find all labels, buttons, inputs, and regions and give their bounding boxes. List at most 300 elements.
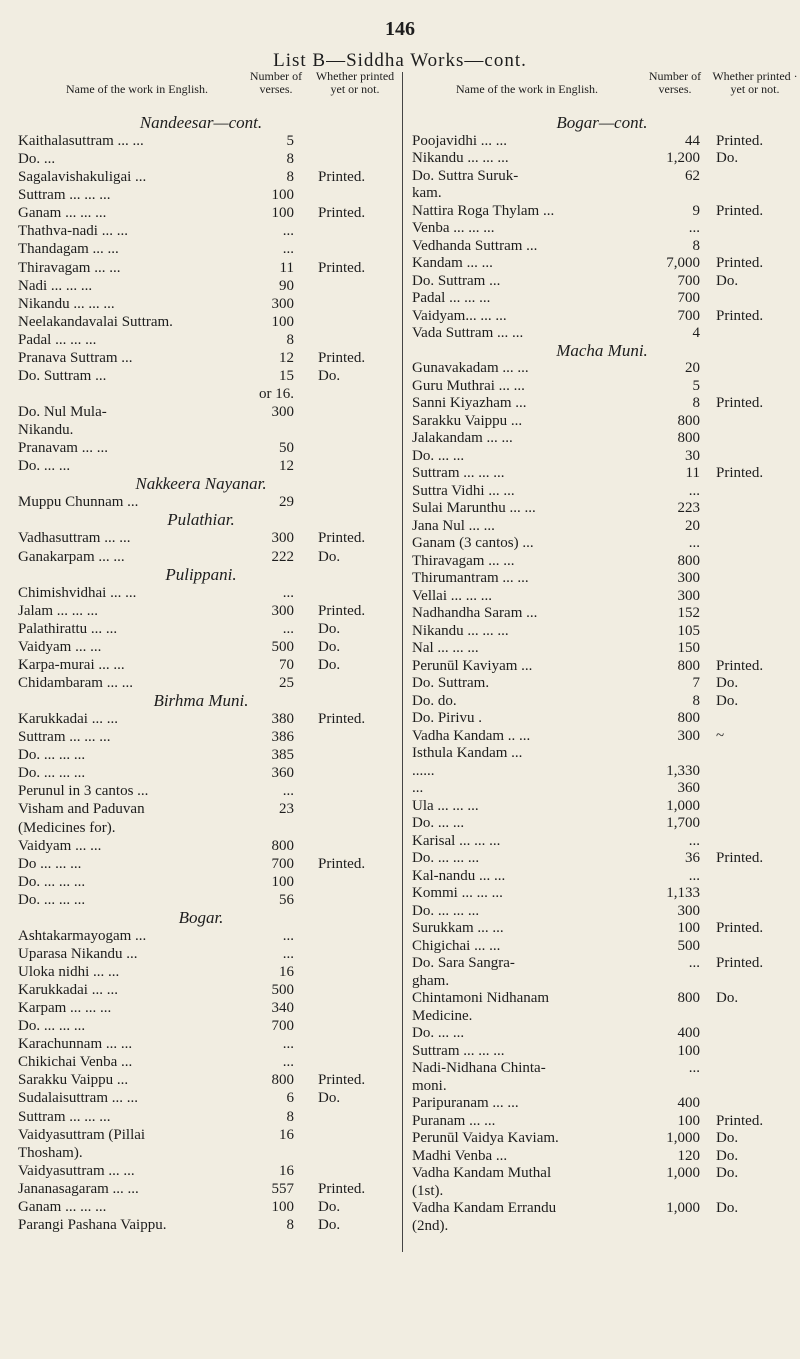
table-row bbox=[0, 403, 402, 421]
work-name: Medicine. bbox=[412, 1007, 473, 1024]
table-row bbox=[404, 1112, 800, 1130]
printed-status: Printed. bbox=[318, 259, 366, 276]
work-name: Do. Suttram. bbox=[412, 675, 490, 691]
table-row bbox=[0, 457, 402, 475]
verse-count: 120 bbox=[677, 1147, 700, 1164]
work-name: Puranam ... ... bbox=[412, 1112, 496, 1129]
work-name: kam. bbox=[412, 185, 442, 201]
work-name: Vadha Kandam Muthal bbox=[412, 1165, 552, 1181]
work-name: ...... bbox=[412, 762, 435, 779]
printed-status: Printed. bbox=[716, 307, 764, 324]
table-row bbox=[404, 447, 800, 465]
verse-count: or 16. bbox=[259, 385, 294, 402]
printed-status: Printed. bbox=[716, 395, 764, 411]
verse-count: 360 bbox=[677, 780, 700, 796]
work-name: Suttram ... ... ... bbox=[412, 1042, 505, 1059]
verse-count: 1,330 bbox=[666, 762, 700, 779]
work-name: Nadhandha Saram ... bbox=[412, 605, 538, 621]
table-row bbox=[0, 620, 402, 638]
table-row bbox=[0, 746, 402, 764]
verse-count: ... bbox=[282, 1054, 294, 1071]
work-name: Paripuranam ... ... bbox=[412, 1095, 519, 1111]
verse-count: 20 bbox=[685, 360, 700, 376]
verse-count: 7,000 bbox=[666, 255, 700, 271]
work-name: Pranava Suttram ... bbox=[18, 349, 133, 366]
work-name: Karukkadai ... ... bbox=[18, 982, 118, 999]
work-name: gham. bbox=[412, 972, 450, 989]
printed-status: Do. bbox=[318, 548, 341, 565]
work-name: Suttram ... ... ... bbox=[18, 1108, 111, 1125]
work-name: Venba ... ... ... bbox=[412, 220, 495, 236]
work-name: Do. Nul Mula- bbox=[18, 404, 107, 421]
verse-count: 300 bbox=[677, 902, 700, 919]
work-name: Thosham). bbox=[18, 1144, 83, 1161]
verse-count: 62 bbox=[685, 167, 700, 184]
verse-count: 800 bbox=[677, 657, 700, 674]
work-name: Perunul in 3 cantos ... bbox=[18, 783, 149, 800]
table-row bbox=[0, 638, 402, 656]
section-heading-text: Bogar—cont. bbox=[556, 113, 648, 132]
work-name: Jana Nul ... ... bbox=[412, 517, 495, 534]
work-name: Ashtakarmayogam ... bbox=[18, 927, 147, 944]
verse-count: 16 bbox=[279, 1162, 294, 1179]
table-row bbox=[0, 674, 402, 692]
table-row bbox=[404, 359, 800, 377]
work-name: Do. ... ... ... bbox=[18, 765, 86, 782]
table-row bbox=[404, 184, 800, 202]
work-name: Nikandu. bbox=[18, 422, 74, 439]
table-row bbox=[0, 186, 402, 204]
work-name: Do. ... ... ... bbox=[18, 891, 86, 908]
verse-count: ... bbox=[688, 832, 700, 849]
table-row bbox=[0, 1216, 402, 1234]
table-row bbox=[404, 254, 800, 272]
verse-count: 300 bbox=[677, 727, 700, 744]
section-heading bbox=[0, 114, 402, 132]
work-name: Vadhasuttram ... ... bbox=[18, 530, 131, 547]
work-name: Thandagam ... ... bbox=[18, 241, 119, 258]
printed-status: Printed. bbox=[318, 711, 366, 728]
verse-count: 500 bbox=[271, 638, 294, 655]
work-name: Vaidyasuttram ... ... bbox=[18, 1162, 135, 1179]
table-row bbox=[0, 385, 402, 403]
table-row bbox=[404, 517, 800, 535]
table-row bbox=[0, 439, 402, 457]
work-name: Kandam ... ... bbox=[412, 255, 493, 271]
verse-count: 7 bbox=[692, 675, 700, 691]
work-name: Suttram ... ... ... bbox=[412, 465, 505, 481]
work-name: Jalakandam ... ... bbox=[412, 430, 513, 446]
verse-count: 300 bbox=[677, 570, 700, 586]
verse-count: 222 bbox=[271, 548, 294, 565]
work-name: Uparasa Nikandu ... bbox=[18, 945, 138, 962]
work-name: Kommi ... ... ... bbox=[412, 885, 503, 901]
table-row bbox=[404, 324, 800, 342]
work-name: Do. Suttram ... bbox=[18, 367, 107, 384]
table-row bbox=[0, 1035, 402, 1053]
table-row bbox=[0, 493, 402, 511]
printed-status: Printed. bbox=[716, 657, 764, 674]
work-name: Chidambaram ... ... bbox=[18, 675, 133, 691]
verse-count: 300 bbox=[271, 404, 294, 421]
table-row bbox=[404, 552, 800, 570]
work-name: (1st). bbox=[412, 1182, 444, 1199]
table-row bbox=[404, 167, 800, 185]
right-header-number: Number of verses. bbox=[648, 69, 702, 96]
work-name: Do. Sara Sangra- bbox=[412, 955, 515, 971]
table-row bbox=[0, 873, 402, 891]
verse-count: 400 bbox=[677, 1095, 700, 1111]
section-heading-text: Nandeesar—cont. bbox=[139, 113, 263, 132]
work-name: Do. ... ... ... bbox=[18, 1018, 86, 1035]
table-row bbox=[0, 168, 402, 186]
table-row bbox=[0, 150, 402, 168]
table-row bbox=[0, 837, 402, 855]
work-name: Do. Suttram ... bbox=[412, 272, 501, 289]
printed-status: Do. bbox=[716, 675, 739, 691]
table-row bbox=[404, 1059, 800, 1077]
left-header-number: Number of verses. bbox=[249, 69, 303, 96]
verse-count: 800 bbox=[677, 710, 700, 726]
work-name: (Medicines for). bbox=[18, 819, 116, 836]
verse-count: 386 bbox=[271, 729, 294, 746]
section-heading bbox=[0, 909, 402, 927]
table-row bbox=[404, 919, 800, 937]
work-name: Thiravagam ... ... bbox=[18, 259, 121, 276]
verse-count: 11 bbox=[279, 259, 294, 276]
printed-status: Printed. bbox=[716, 255, 764, 271]
table-row bbox=[0, 999, 402, 1017]
work-name: Do. ... ... bbox=[412, 815, 465, 831]
left-header-name: Name of the work in English. bbox=[66, 82, 208, 96]
table-row bbox=[0, 927, 402, 945]
printed-status: Printed. bbox=[716, 132, 764, 149]
table-row bbox=[0, 222, 402, 240]
verse-count: 100 bbox=[271, 873, 294, 890]
work-name: Kal-nandu ... ... bbox=[412, 867, 506, 884]
work-name: Surukkam ... ... bbox=[412, 920, 504, 936]
printed-status: Printed. bbox=[716, 955, 764, 971]
work-name: Do. Suttra Suruk- bbox=[412, 167, 519, 184]
work-name: Vellai ... ... ... bbox=[412, 587, 492, 604]
verse-count: 8 bbox=[692, 395, 700, 411]
table-row bbox=[404, 674, 800, 692]
verse-count: 152 bbox=[677, 605, 700, 621]
table-row bbox=[404, 972, 800, 990]
verse-count: 36 bbox=[685, 850, 700, 866]
work-name: Jananasagaram ... ... bbox=[18, 1180, 139, 1197]
table-row bbox=[0, 782, 402, 800]
table-row bbox=[404, 797, 800, 815]
table-row bbox=[0, 204, 402, 222]
section-heading bbox=[404, 342, 800, 360]
verse-count: ... bbox=[688, 220, 700, 236]
work-name: Jalam ... ... ... bbox=[18, 602, 98, 619]
column-divider bbox=[402, 72, 403, 1252]
section-heading bbox=[0, 566, 402, 584]
work-name: Suttram ... ... ... bbox=[18, 187, 111, 204]
verse-count: 800 bbox=[271, 837, 294, 854]
work-name: Do. ... ... ... bbox=[18, 747, 86, 764]
work-name: Karpa-murai ... ... bbox=[18, 656, 125, 673]
printed-status: Do. bbox=[716, 990, 739, 1006]
table-row bbox=[0, 963, 402, 981]
table-row bbox=[404, 622, 800, 640]
work-name: Gunavakadam ... ... bbox=[412, 360, 529, 376]
printed-status: Do. bbox=[716, 1200, 739, 1216]
right-header-whether: Whether printed · yet or not. bbox=[712, 69, 798, 96]
verse-count: 1,700 bbox=[666, 815, 700, 831]
work-name: Ula ... ... ... bbox=[412, 797, 479, 814]
work-name: Madhi Venba ... bbox=[412, 1147, 508, 1164]
table-row bbox=[0, 313, 402, 331]
table-row bbox=[404, 377, 800, 395]
right-header-name: Name of the work in English. bbox=[456, 82, 598, 96]
work-name: Thathva-nadi ... ... bbox=[18, 223, 128, 240]
table-row bbox=[0, 602, 402, 620]
verse-count: 100 bbox=[677, 1042, 700, 1059]
work-name: Kaithalasuttram ... ... bbox=[18, 133, 144, 150]
verse-count: 8 bbox=[286, 169, 294, 186]
work-name: Chimishvidhai ... ... bbox=[18, 584, 137, 601]
verse-count: 557 bbox=[271, 1180, 294, 1197]
verse-count: 5 bbox=[692, 377, 700, 394]
verse-count: 56 bbox=[279, 891, 294, 908]
verse-count: ... bbox=[282, 927, 294, 944]
verse-count: 12 bbox=[279, 458, 294, 475]
printed-status: Printed. bbox=[318, 1072, 366, 1089]
printed-status: ~ bbox=[716, 727, 725, 744]
work-name: Vaidyam ... ... bbox=[18, 638, 102, 655]
verse-count: ... bbox=[282, 620, 294, 637]
work-name: Vedhanda Suttram ... bbox=[412, 237, 538, 254]
work-name: Do. do. bbox=[412, 692, 457, 709]
verse-count: 70 bbox=[279, 656, 294, 673]
verse-count: 380 bbox=[271, 711, 294, 728]
table-row bbox=[404, 989, 800, 1007]
section-heading-text: Macha Muni. bbox=[556, 340, 648, 360]
work-name: Do. ... ... bbox=[412, 1025, 465, 1041]
table-row bbox=[404, 1094, 800, 1112]
table-row bbox=[0, 367, 402, 385]
verse-count: 340 bbox=[271, 1000, 294, 1017]
section-heading bbox=[0, 692, 402, 710]
table-row bbox=[404, 604, 800, 622]
verse-count: 300 bbox=[271, 602, 294, 619]
table-row bbox=[0, 764, 402, 782]
printed-status: Do. bbox=[318, 638, 341, 655]
work-name: Chikichai Venba ... bbox=[18, 1054, 133, 1071]
verse-count: 700 bbox=[271, 855, 294, 872]
table-row bbox=[0, 240, 402, 258]
table-row bbox=[0, 710, 402, 728]
verse-count: 700 bbox=[271, 1018, 294, 1035]
table-row bbox=[0, 1071, 402, 1089]
work-name: Perunūl Kaviyam ... bbox=[412, 657, 533, 674]
table-row bbox=[404, 569, 800, 587]
work-name: Perunūl Vaidya Kaviam. bbox=[412, 1130, 559, 1146]
table-row bbox=[404, 499, 800, 517]
table-row bbox=[404, 1024, 800, 1042]
work-name: Thiravagam ... ... bbox=[412, 552, 515, 569]
work-name: Sulai Marunthu ... ... bbox=[412, 500, 536, 516]
table-row bbox=[0, 1089, 402, 1107]
work-name: Do ... ... ... bbox=[18, 855, 82, 872]
verse-count: ... bbox=[282, 241, 294, 258]
verse-count: 100 bbox=[677, 1112, 700, 1129]
printed-status: Do. bbox=[318, 1216, 341, 1233]
table-row bbox=[0, 1198, 402, 1216]
table-row bbox=[404, 779, 800, 797]
verse-count: ... bbox=[688, 955, 700, 971]
work-name: Nikandu ... ... ... bbox=[18, 295, 115, 312]
verse-count: 300 bbox=[271, 295, 294, 312]
work-name: (2nd). bbox=[412, 1217, 449, 1234]
section-heading bbox=[0, 475, 402, 493]
work-name: Neelakandavalai Suttram. bbox=[18, 313, 173, 330]
table-row bbox=[404, 289, 800, 307]
work-name: Chigichai ... ... bbox=[412, 937, 501, 954]
table-row bbox=[404, 709, 800, 727]
printed-status: Printed. bbox=[716, 920, 764, 936]
work-name: Thirumantram ... ... bbox=[412, 570, 529, 586]
verse-count: 8 bbox=[286, 331, 294, 348]
page-number: 146 bbox=[385, 18, 415, 40]
verse-count: 300 bbox=[271, 530, 294, 547]
table-row bbox=[0, 1180, 402, 1198]
printed-status: Do. bbox=[318, 1198, 341, 1215]
table-row bbox=[0, 656, 402, 674]
work-name: Isthula Kandam ... bbox=[412, 745, 523, 761]
table-row bbox=[404, 394, 800, 412]
table-row bbox=[0, 548, 402, 566]
work-name: Chintamoni Nidhanam bbox=[412, 990, 550, 1006]
verse-count: 16 bbox=[279, 964, 294, 981]
table-row bbox=[0, 584, 402, 602]
verse-count: 100 bbox=[271, 205, 294, 222]
verse-count: 1,000 bbox=[666, 1130, 700, 1146]
work-name: Sarakku Vaippu ... bbox=[18, 1072, 129, 1089]
verse-count: 500 bbox=[677, 937, 700, 954]
verse-count: 300 bbox=[677, 587, 700, 604]
table-row bbox=[0, 945, 402, 963]
verse-count: 15 bbox=[279, 367, 294, 384]
table-row bbox=[404, 762, 800, 780]
table-row bbox=[404, 1164, 800, 1182]
work-name: Palathirattu ... ... bbox=[18, 620, 118, 637]
printed-status: Do. bbox=[716, 1130, 739, 1146]
verse-count: ... bbox=[282, 584, 294, 601]
table-row bbox=[404, 692, 800, 710]
work-name: Ganam ... ... ... bbox=[18, 1198, 107, 1215]
table-row bbox=[404, 814, 800, 832]
table-row bbox=[404, 1129, 800, 1147]
table-row bbox=[0, 800, 402, 818]
verse-count: 50 bbox=[279, 440, 294, 457]
work-name: Nattira Roga Thylam ... bbox=[412, 202, 555, 219]
printed-status: Do. bbox=[716, 150, 739, 166]
work-name: Ganam (3 cantos) ... bbox=[412, 535, 534, 551]
printed-status: Do. bbox=[318, 367, 341, 384]
printed-status: Printed. bbox=[318, 169, 366, 186]
work-name: Karachunnam ... ... bbox=[18, 1036, 133, 1053]
table-row bbox=[0, 1126, 402, 1144]
table-row bbox=[0, 331, 402, 349]
work-name: Do. ... bbox=[18, 151, 56, 168]
printed-status: Do. bbox=[716, 1147, 739, 1164]
work-name: Sarakku Vaippu ... bbox=[412, 412, 523, 429]
work-name: Ganakarpam ... ... bbox=[18, 548, 125, 565]
table-row bbox=[404, 937, 800, 955]
verse-count: 100 bbox=[677, 920, 700, 936]
verse-count: 100 bbox=[271, 187, 294, 204]
verse-count: 12 bbox=[279, 349, 294, 366]
table-row bbox=[404, 849, 800, 867]
table-row bbox=[404, 727, 800, 745]
table-row bbox=[404, 1199, 800, 1217]
table-row bbox=[404, 412, 800, 430]
printed-status: Printed. bbox=[318, 349, 366, 366]
work-name: Do. ... ... bbox=[18, 458, 71, 475]
work-name: moni. bbox=[412, 1077, 447, 1094]
table-row bbox=[404, 1182, 800, 1200]
verse-count: 1,000 bbox=[666, 1165, 700, 1181]
printed-status: Do. bbox=[716, 1165, 739, 1181]
table-row bbox=[0, 259, 402, 277]
work-name: Vaidyam... ... ... bbox=[412, 307, 507, 324]
table-row bbox=[0, 891, 402, 909]
verse-count: 223 bbox=[677, 500, 700, 516]
verse-count: ... bbox=[282, 945, 294, 962]
verse-count: 44 bbox=[685, 132, 700, 149]
page-title: List B—Siddha Works—cont. bbox=[273, 50, 527, 71]
table-row bbox=[404, 1042, 800, 1060]
verse-count: 25 bbox=[279, 675, 294, 691]
verse-count: ... bbox=[688, 867, 700, 884]
table-row bbox=[0, 1017, 402, 1035]
verse-count: 100 bbox=[271, 1198, 294, 1215]
table-row bbox=[0, 295, 402, 313]
printed-status: Do. bbox=[318, 656, 341, 673]
work-name: Karukkadai ... ... bbox=[18, 711, 118, 728]
verse-count: 8 bbox=[286, 151, 294, 168]
table-row bbox=[0, 819, 402, 837]
verse-count: 9 bbox=[692, 202, 700, 219]
verse-count: 700 bbox=[677, 272, 700, 289]
verse-count: 8 bbox=[692, 237, 700, 254]
verse-count: 800 bbox=[677, 552, 700, 569]
printed-status: Do. bbox=[318, 1090, 341, 1107]
table-row bbox=[0, 1108, 402, 1126]
table-row bbox=[0, 349, 402, 367]
work-name: Suttra Vidhi ... ... bbox=[412, 482, 515, 499]
verse-count: 150 bbox=[677, 640, 700, 656]
table-row bbox=[404, 884, 800, 902]
table-row bbox=[0, 132, 402, 150]
verse-count: 500 bbox=[271, 982, 294, 999]
section-heading bbox=[404, 114, 800, 132]
work-name: Nikandu ... ... ... bbox=[412, 622, 509, 639]
table-row bbox=[404, 1217, 800, 1235]
verse-count: 29 bbox=[279, 494, 294, 511]
left-header-whether: Whether printed yet or not. bbox=[315, 69, 395, 96]
table-row bbox=[404, 639, 800, 657]
section-heading-text: Pulathiar. bbox=[167, 510, 235, 530]
verse-count: 800 bbox=[271, 1072, 294, 1089]
work-name: Do. ... ... ... bbox=[412, 902, 480, 919]
verse-count: 105 bbox=[677, 622, 700, 639]
work-name: Ganam ... ... ... bbox=[18, 205, 107, 222]
